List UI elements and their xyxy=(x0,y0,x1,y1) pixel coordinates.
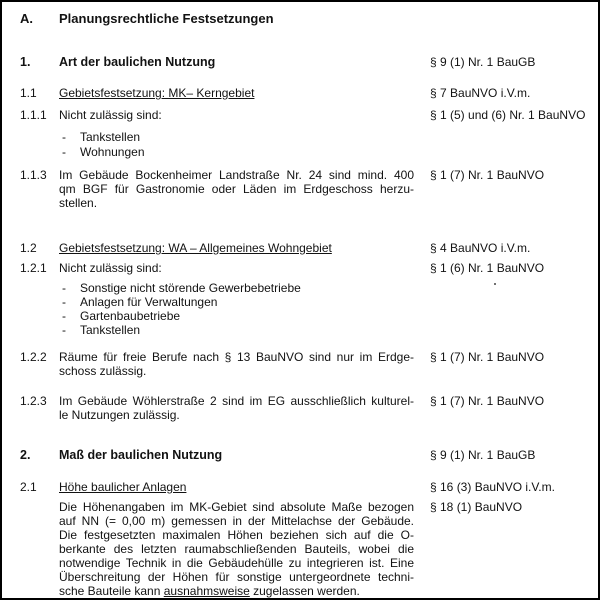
legal-reference: § 1 (7) Nr. 1 BauNVO xyxy=(430,168,545,182)
clause-number: 1.1 xyxy=(20,86,37,100)
legal-reference: § 9 (1) Nr. 1 BauGB xyxy=(430,55,536,69)
legal-reference: § 1 (7) Nr. 1 BauNVO xyxy=(430,350,545,364)
legal-reference: § 1 (7) Nr. 1 BauNVO xyxy=(430,394,545,408)
bullet-item: - Tankstellen xyxy=(59,130,414,145)
clause-text: Nicht zulässig sind: xyxy=(59,108,162,122)
clause-text: Nicht zulässig sind: xyxy=(59,261,162,275)
clause-title: Maß der baulichen Nutzung xyxy=(59,448,223,462)
legal-reference: § 7 BauNVO i.V.m. xyxy=(430,86,531,100)
text-segment: sche Bauteile kann xyxy=(59,584,164,598)
text-segment: zugelassen werden. xyxy=(249,584,360,598)
bullet-item: - Anlagen für Verwaltungen xyxy=(59,295,414,309)
clause-text-line: Räume für freie Berufe nach § 13 BauNVO sind nur im Erdge- xyxy=(59,350,414,364)
clause-text-line xyxy=(59,584,414,598)
clause-title: Gebietsfestsetzung: MK– Kerngebiet xyxy=(59,86,255,100)
clause-number: 1.2.1 xyxy=(20,261,47,275)
legal-reference: § 9 (1) Nr. 1 BauGB xyxy=(430,448,536,462)
legal-reference: § 16 (3) BauNVO i.V.m. xyxy=(430,480,555,494)
legal-reference: § 1 (6) Nr. 1 BauNVO xyxy=(430,261,545,275)
clause-number: 2.1 xyxy=(20,480,37,494)
clause-number: 2. xyxy=(20,448,31,462)
clause-text-line: auf NN (= 0,00 m) gemessen in der Mittelachse der Gebäude. xyxy=(59,514,414,528)
clause-title: Art der baulichen Nutzung xyxy=(59,55,216,69)
underlined-word: ausnahmsweise xyxy=(163,584,250,598)
clause-number: 1.1.1 xyxy=(20,108,47,122)
clause-title: Gebietsfestsetzung: WA – Allgemeines Wohngebiet xyxy=(59,241,332,255)
clause-text-line: schoss zulässig. xyxy=(59,364,147,378)
clause-number: 1. xyxy=(20,55,31,69)
legal-reference: § 4 BauNVO i.V.m. xyxy=(430,241,531,255)
clause-number: 1.1.3 xyxy=(20,168,47,182)
scan-artifact-dot xyxy=(494,283,496,285)
clause-number: 1.2 xyxy=(20,241,37,255)
clause-number: 1.2.3 xyxy=(20,394,47,408)
legal-reference: § 18 (1) BauNVO xyxy=(430,500,523,514)
clause-text-line: stellen. xyxy=(59,196,98,210)
clause-text-line: notwendige Technik in die Gebäudehülle zu integrieren ist. Eine xyxy=(59,556,414,570)
header-letter: A. xyxy=(20,11,33,26)
clause-text-line: le Nutzungen zulässig. xyxy=(59,408,180,422)
page-title: Planungsrechtliche Festsetzungen xyxy=(59,11,274,26)
bullet-item: - Gartenbaubetriebe xyxy=(59,309,414,323)
clause-text-line: Im Gebäude Wöhlerstraße 2 sind im EG ausschließlich kulturel- xyxy=(59,394,414,408)
bullet-item: - Wohnungen xyxy=(59,145,414,160)
legal-reference: § 1 (5) und (6) Nr. 1 BauNVO xyxy=(430,108,586,122)
clause-text-line: Die festgesetzten maximalen Höhen beziehen sich auf die O- xyxy=(59,528,414,542)
bullet-item: - Sonstige nicht störende Gewerbebetriebe xyxy=(59,281,414,295)
clause-text-line: Im Gebäude Bockenheimer Landstraße Nr. 24 sind mind. 400 xyxy=(59,168,414,182)
clause-text-line: Die Höhenangaben im MK-Gebiet sind absolute Maße bezogen xyxy=(59,500,414,514)
clause-text-line: qm BGF für Gastronomie oder Läden im Erdgeschoss herzu- xyxy=(59,182,414,196)
bullet-item: - Tankstellen xyxy=(59,323,414,337)
clause-text-line: Überschreitung der Höhen für sonstige untergeordnete techni- xyxy=(59,570,414,584)
clause-text-line: berkante des letzten raumabschließenden Bauteils, wobei die xyxy=(59,542,414,556)
clause-title: Höhe baulicher Anlagen xyxy=(59,480,187,494)
clause-number: 1.2.2 xyxy=(20,350,47,364)
